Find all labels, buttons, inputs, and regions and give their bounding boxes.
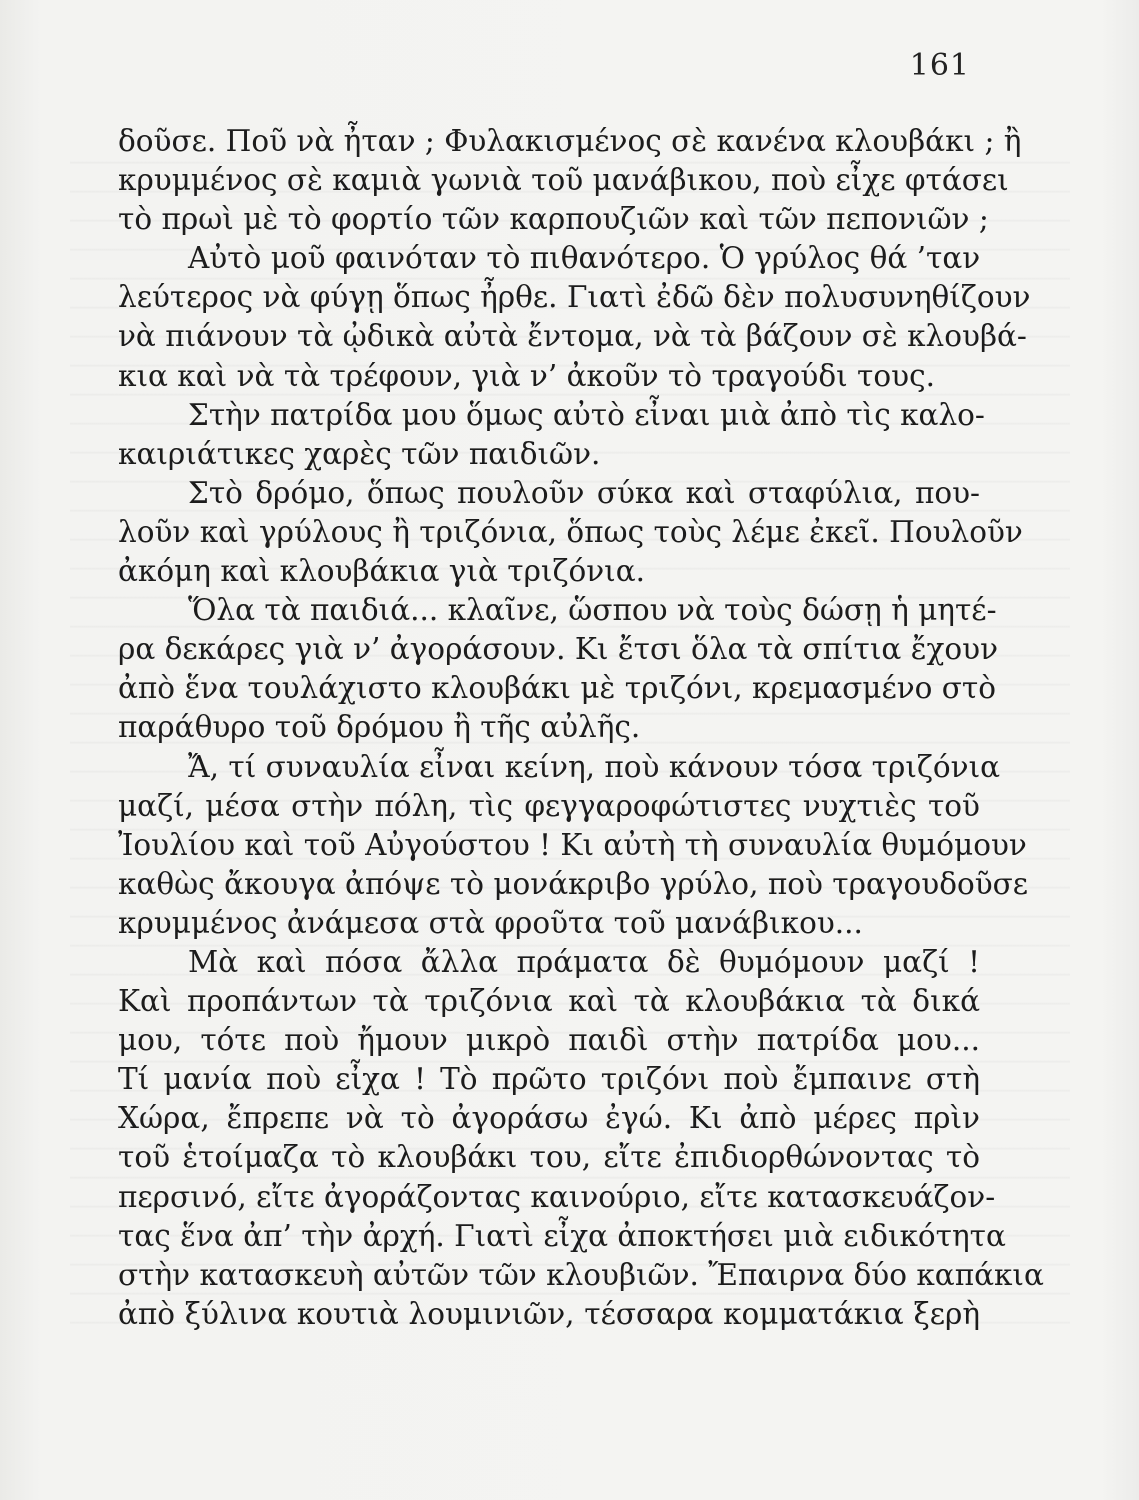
text-line: Μὰ καὶ πόσα ἄλλα πράματα δὲ θυμόμουν μαζί !	[188, 944, 980, 979]
text-line: παράθυρο τοῦ δρόμου ἢ τῆς αὐλῆς.	[118, 710, 641, 745]
text-line: Χώρα, ἔπρεπε νὰ τὸ ἀγοράσω ἐγώ. Κι ἀπὸ μέρες πρὶν	[118, 1101, 980, 1136]
text-line: λεύτερος νὰ φύγῃ ὅπως ἦρθε. Γιατὶ ἐδῶ δὲν πολυσυνηθίζουν	[118, 280, 1031, 315]
text-line: Αὐτὸ μοῦ φαινόταν τὸ πιθανότερο. Ὁ γρύλος θά ’ταν	[188, 241, 981, 276]
text-line: Καὶ προπάντων τὰ τριζόνια καὶ τὰ κλουβάκια τὰ δικά	[118, 984, 980, 1019]
text-line: περσινό, εἴτε ἀγοράζοντας καινούριο, εἴτε κατασκευάζον-	[118, 1179, 996, 1214]
text-line: Στὸ δρόμο, ὅπως πουλοῦν σύκα καὶ σταφύλια, που-	[188, 475, 980, 510]
text-line: Στὴν πατρίδα μου ὅμως αὐτὸ εἶναι μιὰ ἀπὸ τὶς καλο-	[188, 397, 985, 432]
text-line: τας ἕνα ἀπ’ τὴν ἀρχή. Γιατὶ εἶχα ἀποκτήσει μιὰ ειδικότητα	[118, 1218, 1006, 1253]
text-line: Ἄ, τί συναυλία εἶναι κείνη, ποὺ κάνουν τόσα τριζόνια	[188, 749, 1001, 784]
text-line: καθὼς ἄκουγα ἀπόψε τὸ μονάκριβο γρύλο, ποὺ τραγουδοῦσε	[118, 866, 1029, 901]
body-text	[118, 122, 1044, 1334]
text-line: στὴν κατασκευὴ αὐτῶν τῶν κλουβιῶν. Ἔπαιρνα δύο καπάκια	[118, 1257, 1044, 1292]
text-line: Ὅλα τὰ παιδιά... κλαῖνε, ὥσπου νὰ τοὺς δώσῃ ἡ μητέ-	[188, 593, 997, 628]
text-line: κια καὶ νὰ τὰ τρέφουν, γιὰ ν’ ἀκοῦν τὸ τραγούδι τους.	[118, 358, 935, 393]
text-line: λοῦν καὶ γρύλους ἢ τριζόνια, ὅπως τοὺς λέμε ἐκεῖ. Πουλοῦν	[118, 514, 1023, 549]
text-line: νὰ πιάνουν τὰ ᾠδικὰ αὐτὰ ἔντομα, νὰ τὰ βάζουν σὲ κλουβά-	[118, 319, 1027, 354]
text-line: ρα δεκάρες γιὰ ν’ ἀγοράσουν. Κι ἔτσι ὅλα τὰ σπίτια ἔχουν	[118, 632, 999, 667]
text-line: Ἰουλίου καὶ τοῦ Αὐγούστου ! Κι αὐτὴ τὴ συναυλία θυμόμουν	[118, 827, 1027, 862]
text-line: ἀκόμη καὶ κλουβάκια γιὰ τριζόνια.	[118, 554, 646, 589]
text-line: ἀπὸ ἕνα τουλάχιστο κλουβάκι μὲ τριζόνι, κρεμασμένο στὸ	[118, 671, 997, 706]
text-line: Τί μανία ποὺ εἶχα ! Τὸ πρῶτο τριζόνι ποὺ ἔμπαινε στὴ	[118, 1062, 980, 1097]
text-line: ἀπὸ ξύλινα κουτιὰ λουμινιῶν, τέσσαρα κομματάκια ξερὴ	[118, 1296, 980, 1331]
text-line: μου, τότε ποὺ ἤμουν μικρὸ παιδὶ στὴν πατρίδα μου...	[118, 1023, 980, 1058]
text-line: τοῦ ἑτοίμαζα τὸ κλουβάκι του, εἴτε ἐπιδιορθώνοντας τὸ	[118, 1140, 980, 1175]
text-line: τὸ πρωὶ μὲ τὸ φορτίο τῶν καρπουζιῶν καὶ τῶν πεπονιῶν ;	[118, 202, 989, 237]
text-line: μαζί, μέσα στὴν πόλη, τὶς φεγγαροφώτιστες νυχτιὲς τοῦ	[118, 788, 980, 823]
text-line: δοῦσε. Ποῦ νὰ ἦταν ; Φυλακισμένος σὲ κανένα κλουβάκι ; ἢ	[118, 124, 1022, 158]
text-line: καιριάτικες χαρὲς τῶν παιδιῶν.	[118, 436, 601, 471]
text-line: κρυμμένος ἀνάμεσα στὰ φροῦτα τοῦ μανάβικου...	[118, 905, 863, 940]
text-line: κρυμμένος σὲ καμιὰ γωνιὰ τοῦ μανάβικου, ποὺ εἶχε φτάσει	[118, 163, 1009, 198]
page-number: 161	[909, 48, 970, 83]
